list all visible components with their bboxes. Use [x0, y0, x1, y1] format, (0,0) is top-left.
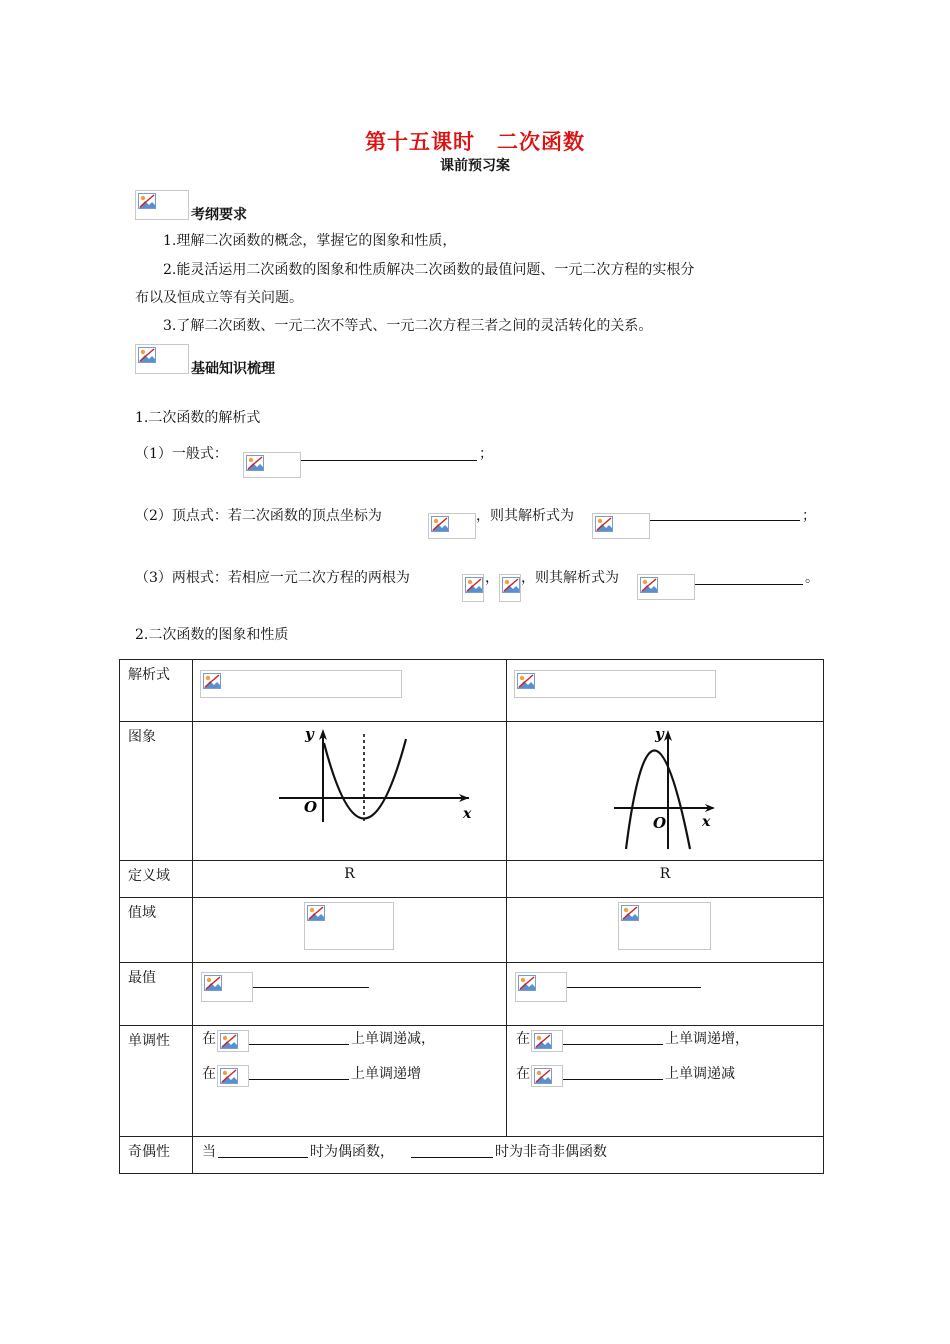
- general-form-label: （1）一般式：: [135, 446, 228, 462]
- formula-image-placeholder: [618, 902, 711, 950]
- broken-image-icon: [465, 577, 483, 593]
- formula-image-placeholder: [637, 574, 695, 600]
- page-title: 第十五课时 二次函数: [365, 130, 585, 154]
- section-heading-requirements: 考纲要求: [191, 207, 247, 223]
- table-row: [120, 898, 824, 963]
- table-row: [120, 1137, 824, 1174]
- broken-image-icon: [246, 455, 264, 471]
- origin-label: O: [653, 814, 667, 832]
- properties-table: [119, 659, 824, 1174]
- answer-blank[interactable]: [411, 1157, 493, 1158]
- page-subtitle: 课前预习案: [440, 158, 510, 174]
- answer-blank[interactable]: [563, 1079, 663, 1080]
- table-row: [120, 722, 824, 861]
- table-row: [120, 963, 824, 1026]
- punctuation: ；: [479, 446, 493, 462]
- domain-value: R: [659, 866, 671, 882]
- formula-image-placeholder: [428, 513, 476, 539]
- section-icon-placeholder: [135, 344, 189, 374]
- broken-image-icon: [203, 673, 221, 689]
- broken-image-icon: [517, 673, 535, 689]
- requirement-item: 1.理解二次函数的概念，掌握它的图象和性质，: [163, 233, 457, 249]
- formula-image-placeholder: [531, 1030, 563, 1052]
- question-1-title: 1.二次函数的解析式: [135, 410, 261, 426]
- row-label: 定义域: [128, 868, 170, 884]
- answer-blank[interactable]: [695, 584, 803, 585]
- parabola-curve: [324, 739, 406, 819]
- broken-image-icon: [595, 516, 613, 532]
- parity-prefix: 当: [202, 1144, 216, 1160]
- row-label: 单调性: [128, 1033, 170, 1049]
- vertex-form-text: ，则其解析式为: [476, 508, 574, 524]
- broken-image-icon: [518, 975, 536, 991]
- mono-text: 上单调递增，: [665, 1031, 749, 1047]
- mono-text: 上单调递减: [665, 1066, 735, 1082]
- table-row: [120, 1026, 824, 1137]
- domain-value: R: [344, 866, 355, 882]
- row-label: 最值: [128, 970, 156, 986]
- root-form-text: ，则其解析式为: [521, 570, 619, 586]
- answer-blank[interactable]: [301, 460, 477, 461]
- parabola-curve: [626, 751, 690, 850]
- formula-image-placeholder: [499, 574, 521, 602]
- broken-image-icon: [640, 577, 658, 593]
- answer-blank[interactable]: [563, 1044, 663, 1045]
- downward-parabola-graph: [507, 722, 823, 860]
- x-axis-label: x: [463, 806, 472, 822]
- mono-text: 上单调递增: [351, 1066, 421, 1082]
- formula-image-placeholder: [304, 902, 394, 950]
- x-axis-label: x: [702, 814, 711, 830]
- mono-prefix: 在: [516, 1066, 530, 1082]
- y-axis-label: y: [655, 725, 664, 743]
- requirement-item: 2.能灵活运用二次函数的图象和性质解决二次函数的最值问题、一元二次方程的实根分: [163, 262, 695, 278]
- section-icon-placeholder: [135, 190, 189, 220]
- answer-blank[interactable]: [567, 987, 701, 988]
- formula-image-placeholder: [514, 670, 716, 698]
- formula-image-placeholder: [243, 452, 301, 478]
- answer-blank[interactable]: [249, 1079, 349, 1080]
- punctuation: ，: [485, 570, 499, 586]
- broken-image-icon: [138, 193, 156, 209]
- broken-image-icon: [204, 975, 222, 991]
- formula-image-placeholder: [592, 513, 650, 539]
- broken-image-icon: [431, 516, 449, 532]
- formula-image-placeholder: [217, 1030, 249, 1052]
- row-label: 奇偶性: [128, 1144, 170, 1160]
- mono-text: 上单调递减，: [351, 1031, 435, 1047]
- punctuation: ；: [802, 508, 816, 524]
- broken-image-icon: [534, 1068, 552, 1084]
- answer-blank[interactable]: [650, 520, 800, 521]
- table-row: [120, 861, 824, 898]
- formula-image-placeholder: [515, 972, 567, 1002]
- parity-text: 时为偶函数，: [310, 1144, 394, 1160]
- row-label: 图象: [128, 729, 156, 745]
- broken-image-icon: [220, 1068, 238, 1084]
- formula-image-placeholder: [201, 972, 253, 1002]
- upward-parabola-graph: [193, 722, 506, 860]
- punctuation: 。: [805, 570, 819, 586]
- mono-prefix: 在: [202, 1031, 216, 1047]
- section-heading-basics: 基础知识梳理: [191, 361, 275, 377]
- requirement-item: 3.了解二次函数、一元二次不等式、一元二次方程三者之间的灵活转化的关系。: [163, 318, 653, 334]
- broken-image-icon: [138, 347, 156, 363]
- row-label: 值域: [128, 905, 156, 921]
- broken-image-icon: [220, 1033, 238, 1049]
- broken-image-icon: [621, 905, 639, 921]
- formula-image-placeholder: [462, 574, 484, 602]
- mono-prefix: 在: [202, 1066, 216, 1082]
- root-form-label: （3）两根式：若相应一元二次方程的两根为: [135, 570, 410, 586]
- origin-label: O: [304, 798, 318, 816]
- y-axis-label: y: [305, 725, 314, 743]
- formula-image-placeholder: [531, 1065, 563, 1087]
- formula-image-placeholder: [200, 670, 402, 698]
- broken-image-icon: [502, 577, 520, 593]
- broken-image-icon: [534, 1033, 552, 1049]
- requirement-item: 布以及恒成立等有关问题。: [135, 290, 303, 306]
- broken-image-icon: [307, 905, 325, 921]
- table-row: [120, 660, 824, 722]
- formula-image-placeholder: [217, 1065, 249, 1087]
- answer-blank[interactable]: [218, 1157, 308, 1158]
- vertex-form-label: （2）顶点式：若二次函数的顶点坐标为: [135, 508, 382, 524]
- row-label: 解析式: [128, 667, 170, 683]
- question-2-title: 2.二次函数的图象和性质: [135, 627, 289, 643]
- answer-blank[interactable]: [249, 1044, 349, 1045]
- answer-blank[interactable]: [253, 987, 369, 988]
- mono-prefix: 在: [516, 1031, 530, 1047]
- parity-text: 时为非奇非偶函数: [495, 1144, 607, 1160]
